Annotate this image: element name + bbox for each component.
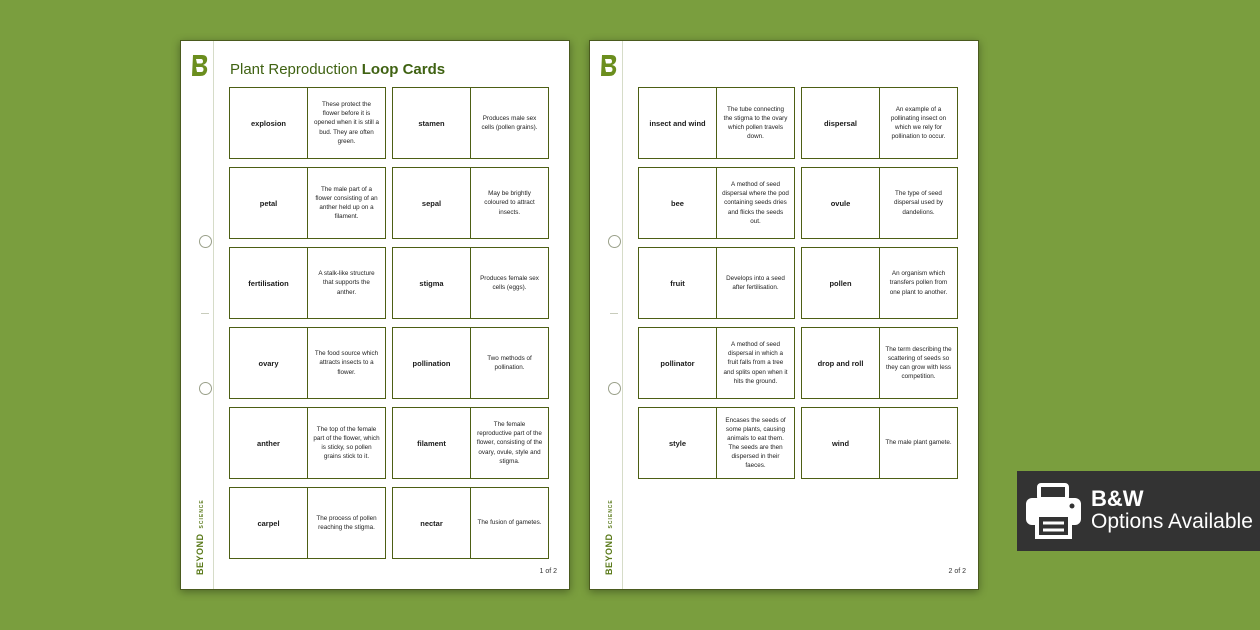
- card-term: bee: [639, 168, 717, 238]
- printer-icon: [1017, 471, 1091, 551]
- card-term: fertilisation: [230, 248, 308, 318]
- loop-card: [229, 327, 386, 399]
- loop-card: [801, 407, 958, 479]
- brand-main: BEYOND: [195, 533, 205, 575]
- punch-hole: [199, 382, 212, 395]
- fold-mark: [610, 313, 618, 314]
- card-term: explosion: [230, 88, 308, 158]
- loop-card: [229, 87, 386, 159]
- fold-mark: [201, 313, 209, 314]
- card-term: wind: [802, 408, 880, 478]
- bw-options-banner[interactable]: [1017, 471, 1260, 551]
- loop-card: [392, 487, 549, 559]
- loop-card: [229, 487, 386, 559]
- card-definition: The male plant gamete.: [885, 439, 952, 447]
- loop-card: [638, 87, 795, 159]
- banner-title: B&W: [1091, 485, 1144, 511]
- card-term: fruit: [639, 248, 717, 318]
- loop-card: [801, 327, 958, 399]
- card-term: stigma: [393, 248, 471, 318]
- card-term: nectar: [393, 488, 471, 558]
- card-definition: May be brightly coloured to attract insects.: [484, 190, 535, 216]
- card-term: dispersal: [802, 88, 880, 158]
- card-definition: An organism which transfers pollen from one plant to another.: [889, 270, 948, 296]
- card-term: pollination: [393, 328, 471, 398]
- card-definition: Two methods of pollination.: [487, 354, 532, 371]
- title-bold: Loop Cards: [361, 61, 446, 78]
- card-definition: An example of a pollinating insect on which we rely for pollination to occur.: [890, 105, 947, 141]
- card-grid: [229, 87, 549, 559]
- page-title: [230, 61, 445, 78]
- card-definition: The female reproductive part of the flower, consisting of the ovary, ovule, style and stigma.: [476, 421, 543, 465]
- loop-card: [392, 87, 549, 159]
- loop-card: [638, 407, 795, 479]
- brand-main: BEYOND: [604, 533, 614, 575]
- worksheet-page-2: [589, 40, 979, 590]
- card-definition: Produces male sex cells (pollen grains).: [481, 114, 538, 131]
- beyond-logo-icon: [190, 53, 210, 77]
- punch-hole: [199, 235, 212, 248]
- card-definition: The top of the female part of the flower, which is sticky, so pollen grains stick to it.: [313, 425, 380, 461]
- card-term: insect and wind: [639, 88, 717, 158]
- card-term: anther: [230, 408, 308, 478]
- card-definition: A stalk-like structure that supports the anther.: [318, 270, 375, 296]
- loop-card: [392, 407, 549, 479]
- card-term: pollen: [802, 248, 880, 318]
- card-definition: The tube connecting the stigma to the ovary which pollen travels down.: [723, 105, 788, 141]
- card-term: stamen: [393, 88, 471, 158]
- page-number: 2 of 2: [948, 568, 966, 575]
- loop-card: [229, 247, 386, 319]
- card-term: sepal: [393, 168, 471, 238]
- loop-card: [229, 407, 386, 479]
- loop-card: [801, 87, 958, 159]
- card-definition: A method of seed dispersal where the pod containing seeds dries and flicks the seeds out.: [722, 181, 789, 225]
- brand-sub: SCIENCE: [608, 499, 614, 529]
- loop-card: [638, 327, 795, 399]
- loop-card: [638, 167, 795, 239]
- loop-card: [801, 167, 958, 239]
- card-definition: Produces female sex cells (eggs).: [480, 274, 539, 291]
- card-definition: The fusion of gametes.: [477, 519, 542, 527]
- brand-vertical: [185, 485, 215, 575]
- card-term: style: [639, 408, 717, 478]
- card-grid: [638, 87, 958, 479]
- worksheet-page-1: [180, 40, 570, 590]
- card-definition: The process of pollen reaching the stigma.: [316, 514, 377, 531]
- card-term: petal: [230, 168, 308, 238]
- card-definition: Develops into a seed after fertilisation.: [726, 274, 785, 291]
- loop-card: [229, 167, 386, 239]
- loop-card: [638, 247, 795, 319]
- card-definition: These protect the flower before it is opened when it is still a bud. They are often green.: [313, 101, 380, 145]
- punch-hole: [608, 235, 621, 248]
- card-term: pollinator: [639, 328, 717, 398]
- punch-hole: [608, 382, 621, 395]
- beyond-logo-icon: [599, 53, 619, 77]
- brand-vertical: [594, 485, 624, 575]
- loop-card: [392, 167, 549, 239]
- card-definition: The food source which attracts insects to a flower.: [314, 350, 379, 376]
- card-term: ovary: [230, 328, 308, 398]
- card-definition: A method of seed dispersal in which a fruit falls from a tree and splits open when it hits the ground.: [723, 341, 788, 385]
- card-term: ovule: [802, 168, 880, 238]
- title-regular: Plant Reproduction: [230, 61, 362, 78]
- brand-sub: SCIENCE: [199, 499, 205, 529]
- page-number: 1 of 2: [539, 568, 557, 575]
- card-definition: Encases the seeds of some plants, causing animals to eat them. The seeds are then dispersed in their faeces.: [725, 416, 786, 470]
- card-term: filament: [393, 408, 471, 478]
- loop-card: [392, 327, 549, 399]
- card-definition: The term describing the scattering of seeds so they can grow with less competition.: [885, 345, 952, 381]
- loop-card: [392, 247, 549, 319]
- card-definition: The type of seed dispersal used by dandelions.: [893, 190, 943, 216]
- card-term: drop and roll: [802, 328, 880, 398]
- card-definition: The male part of a flower consisting of an anther held up on a filament.: [315, 185, 378, 221]
- loop-card: [801, 247, 958, 319]
- card-term: carpel: [230, 488, 308, 558]
- banner-subtitle: Options Available: [1091, 509, 1253, 533]
